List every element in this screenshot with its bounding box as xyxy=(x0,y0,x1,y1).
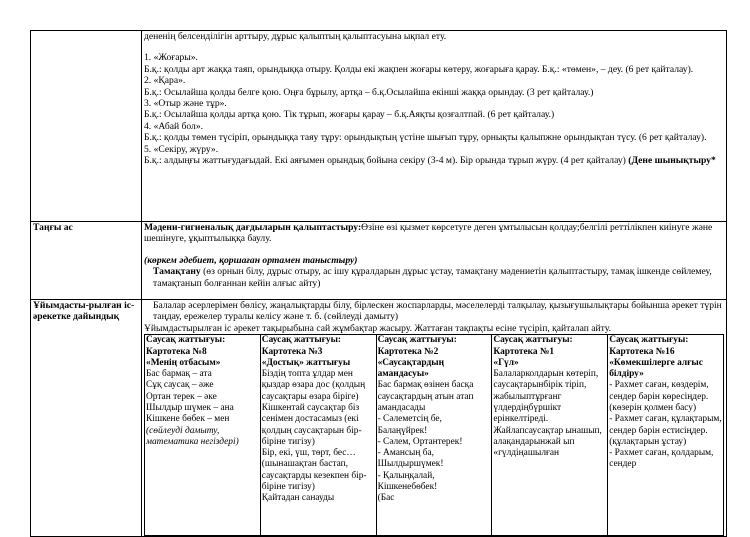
card-line: - Сәлеметсің бе, Балаңүйрек! xyxy=(377,414,442,436)
subject-tag: (Дене шынықтыру* xyxy=(628,155,716,167)
card-line: Шылдыр шүмек – ана xyxy=(146,403,234,413)
card-heading: Саусақ жаттығуы: xyxy=(146,335,226,346)
exercise-line: Б.қ.: қолды арт жаққа таяп, орындыққа отыру. Қолды екі жақпен жоғары көтеру, жоғарыға қарау. Б.қ.: «төмен», – деу. (6 рет қайталау). xyxy=(144,63,694,75)
card-number: Картотека №1 xyxy=(493,346,555,357)
card-line: Бас бармақ өзінен басқа саусақтардың атын атап амандасады xyxy=(377,380,474,413)
meal-text: (өз орнын білу, дұрыс отыру, ас ішу құралдарын дұрыс ұстау, тамақтану мәдениетін қалыптастыру, тамақ ішкенде сөйлемеу, тамақтанып болғаннан кейін алғыс айту) xyxy=(153,266,712,289)
exercise-line: 1. «Жоғары». xyxy=(144,52,198,64)
exercise-line: дененің белсенділігін арттыру, дұрыс қалыптың қалыптасуына ықпал ету. xyxy=(144,31,447,42)
card-heading: Саусақ жаттығуы: xyxy=(261,335,342,346)
card-line: Қайтадан санауды xyxy=(261,493,335,504)
table-row-exercises xyxy=(31,31,727,222)
card-line: (Бас xyxy=(377,493,395,504)
card-8 xyxy=(145,335,261,536)
card-number: Картотека №8 xyxy=(146,346,207,357)
card-line: - Рахмет саған, құлақтарым, сендер бәрін естисіңдер. (құлақтарын ұстау) xyxy=(609,414,722,447)
card-line: Біздің топта ұлдар мен қыздар өзара дос (қолдың саусақтары өзара біріге) xyxy=(261,369,366,402)
prep-riddles: Ұйымдастырылған іс әрекет тақырыбына сай жұмбақтар жасыру. Жаттаған тақпақты есіне түсіріп, қайталап айту. xyxy=(144,322,611,334)
card-line: - Қалыңқалай, Кішкенебөбек! xyxy=(377,470,438,493)
exercise-line: 4. «Абай бол». xyxy=(144,120,204,132)
card-line: - Амансың ба, Шылдыршүмек! xyxy=(377,448,444,470)
card-title: «Менің отбасым» xyxy=(146,357,221,368)
card-16 xyxy=(608,335,724,536)
card-line: Балаларколдарын көтеріп, саусақтарынбірік тіріп, жабылыптұрғанг үлдердіңбүршікт ерінкелтіреді. xyxy=(493,369,599,425)
plan-table xyxy=(30,30,727,537)
card-title: «Гүл» xyxy=(493,357,519,368)
card-line: Кішкентай саусақтар біз сенімен достасамыз (екі қолдың саусақтарын бір-біріне тигізу) xyxy=(261,403,362,447)
exercises-cell xyxy=(142,31,727,222)
finger-exercise-cards xyxy=(144,334,724,536)
card-line: Бас бармақ – ата xyxy=(146,369,212,380)
exercise-line-last xyxy=(144,155,724,166)
row-label-breakfast: Таңғы ас xyxy=(31,222,142,300)
card-number: Картотека №16 xyxy=(609,346,675,357)
prep-intro: Балалар әсерлерімен бөлісу, жаңалықтарды білу, бірлескен жоспарларды, мәселелерді талқылау, қызығушылықтары бойынша әрекет түрін таңдау, ережелер туралы келісу және т. б. (сөйлеуді дамыту) xyxy=(153,300,722,323)
card-title: «Саусақтардың амандасуы» xyxy=(377,357,444,380)
card-number: Картотека №2 xyxy=(377,346,439,357)
cards-row xyxy=(145,335,724,536)
hygiene-heading: Мәдени-гигиеналық дағдыларын қалыптастыру: xyxy=(144,222,362,233)
card-line: - Рахмет саған, көздерім, сендер бәрін көресіңдер. (көзерін қолмен басу) xyxy=(609,380,709,413)
card-line: Сұқ саусақ – әже xyxy=(146,380,214,391)
card-line: Жайлапсаусақтар ынашып, алақандарынжай ып «гүлдіңашылған xyxy=(493,425,602,459)
card-3 xyxy=(260,335,376,536)
card-1 xyxy=(492,335,608,536)
preparation-cell xyxy=(142,300,727,537)
hygiene-text: Өзіне өзі қызмет көрсетуге деген ұмтылысын қолдау;белгілі реттілікпен киінуге және шешінуге, ұқыптылыққа баулу. xyxy=(144,222,713,245)
meal-heading: Тамақтану xyxy=(153,266,201,278)
exercise-line: 3. «Отыр және тұр». xyxy=(144,98,227,110)
row-label-empty xyxy=(31,31,142,222)
card-2 xyxy=(376,335,492,536)
exercise-line: 2. «Қара». xyxy=(144,75,186,87)
exercise-line-text: Б.қ.: алдыңғы жаттығудағыдай. Екі аяғымен орындық бойына секіру (3-4 м). Бір орында тұрып жүру. (4 рет қайталау) xyxy=(144,155,626,167)
exercise-line: Б.қ.: Осылайша қолды белге қою. Оңға бұрылу, артқа – б.қ.Осылайша екінші жаққа орындау. (3 рет қайталау.) xyxy=(144,86,594,98)
card-line: Бір, екі, үш, төрт, бес… (шынашақтан бастап, саусақтарды кезекпен бір-біріне тигізу) xyxy=(261,448,367,493)
exercise-line: 5. «Секіру, жүру». xyxy=(144,143,219,155)
meal-paragraph xyxy=(144,266,724,289)
card-title: «Көмекшілерге алғыс білдіру» xyxy=(609,357,703,380)
card-note: (сөйлеуді дамыту, математика негіздері) xyxy=(146,425,239,447)
card-heading: Саусақ жаттығуы: xyxy=(493,335,573,346)
table-row-preparation xyxy=(31,300,727,537)
hygiene-paragraph xyxy=(144,222,724,245)
card-line: Ортан терек – әке xyxy=(146,391,217,402)
table-row-breakfast xyxy=(31,222,727,300)
card-heading: Саусақ жаттығуы: xyxy=(377,335,457,346)
breakfast-cell xyxy=(142,222,727,300)
card-line: - Сәлем, Ортантерек! xyxy=(377,436,463,447)
subject-subtitle: (көркем әдебиет, қоршаған ортамен таныстыру) xyxy=(144,254,358,266)
card-title: «Достық» жаттығуы xyxy=(261,357,351,368)
exercise-line: Б.қ.: Осылайша қолды артқа қою. Тік тұрып, жоғары қарау – б.қ.Аяқты қозғалтпай. (6 рет қайталау.) xyxy=(144,109,555,121)
card-heading: Саусақ жаттығуы: xyxy=(609,335,689,346)
card-line: Кішкене бөбек – мен xyxy=(146,414,230,425)
exercise-line: Б.қ.: қолды төмен түсіріп, орындыққа таяу тұру: орындықтың үстіне шығып тұру, орнықты қалыпжне орындықтан түсу. (6 рет қайталау). xyxy=(144,132,707,144)
row-label-preparation: Ұйымдасты-рылған іс-әрекетке дайындық xyxy=(31,300,142,537)
document-page xyxy=(30,30,727,531)
card-number: Картотека №3 xyxy=(261,346,323,357)
card-line: - Рахмет саған, қолдарым, сендер xyxy=(609,448,714,470)
